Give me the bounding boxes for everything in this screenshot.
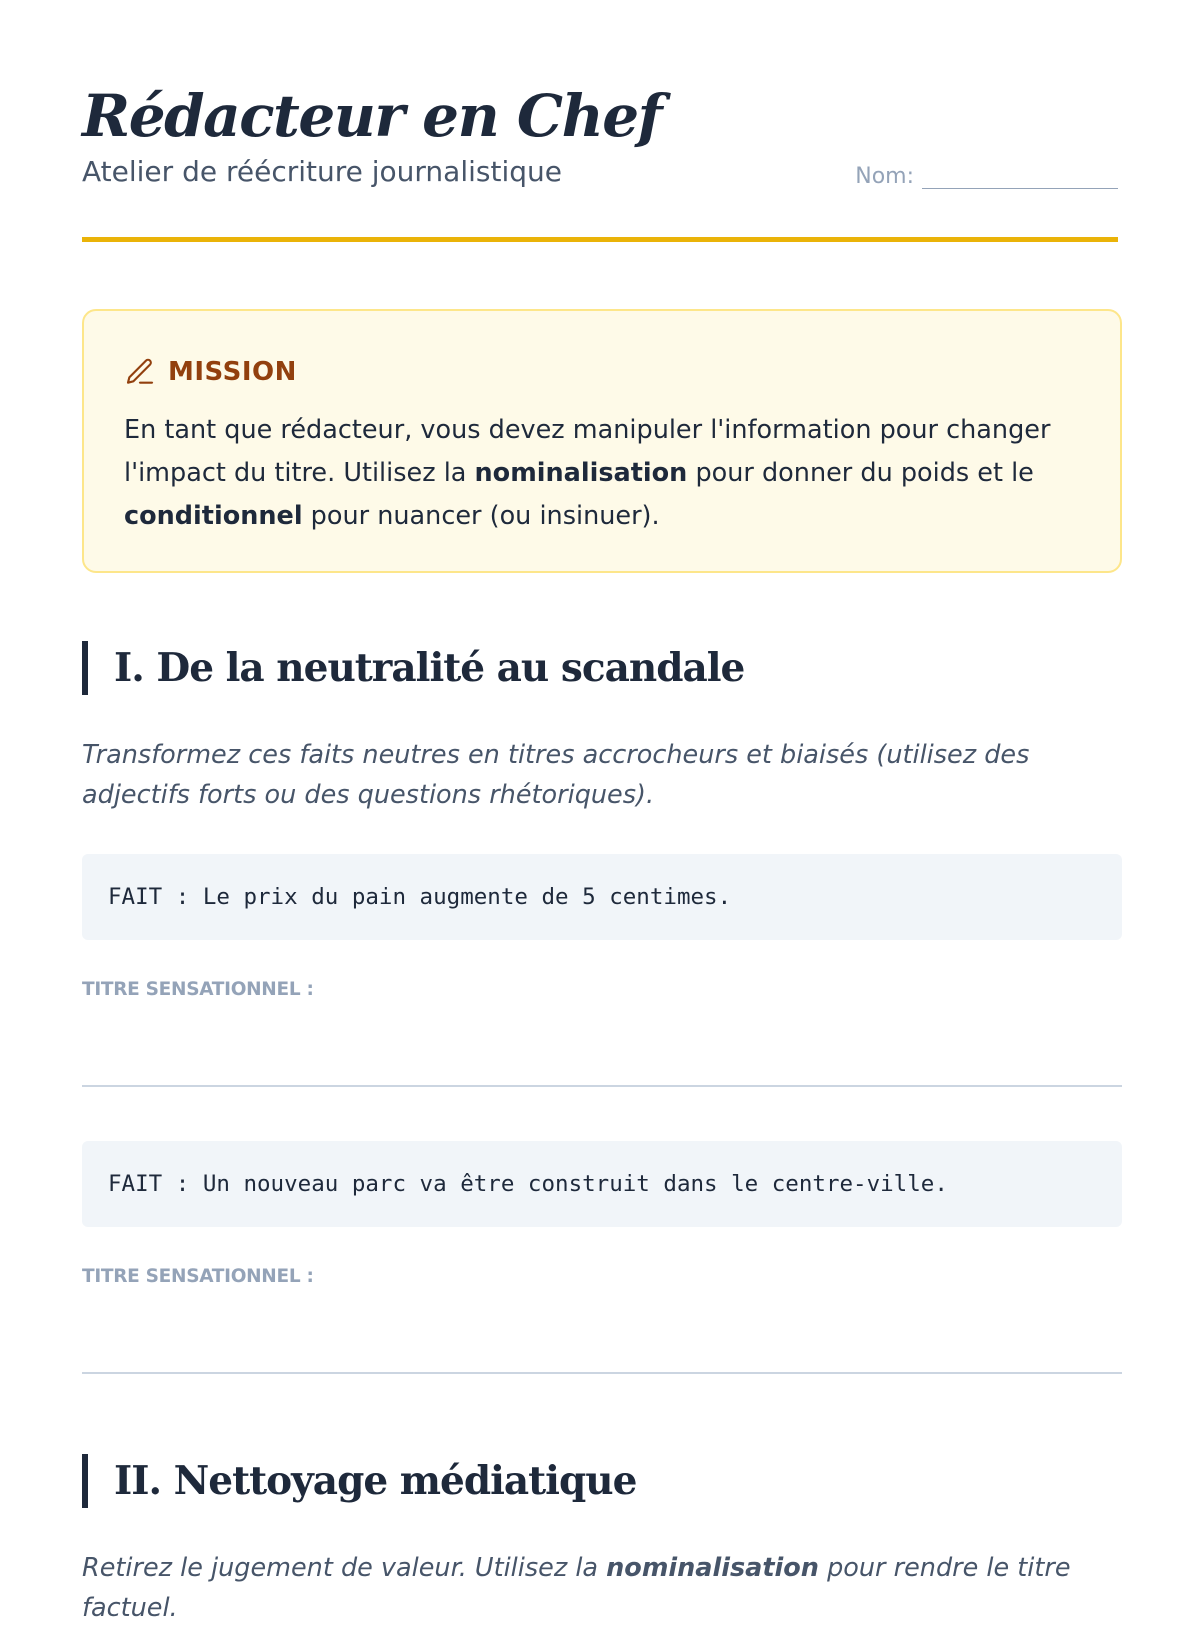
mission-text-part: pour nuancer (ou insinuer). — [302, 501, 660, 531]
mission-header — [124, 355, 1080, 389]
instructions-text-part: Retirez le jugement de valeur. Utilisez la — [82, 1553, 607, 1583]
page-header — [82, 0, 1118, 242]
answer-line[interactable] — [82, 1085, 1122, 1087]
page-subtitle: Atelier de réécriture journalistique — [82, 155, 562, 188]
mission-label: MISSION — [168, 357, 297, 387]
mission-text-part: pour donner du poids et le — [687, 458, 1034, 488]
answer-label: TITRE SENSATIONNEL : — [82, 979, 314, 1000]
section-2-instructions — [82, 1548, 1122, 1628]
answer-label: TITRE SENSATIONNEL : — [82, 1266, 314, 1287]
name-field — [855, 164, 1118, 189]
mission-box — [82, 309, 1122, 573]
fact-box: FAIT : Un nouveau parc va être construit dans le centre-ville. — [82, 1141, 1122, 1227]
page-title: Rédacteur en Chef — [82, 82, 662, 150]
section-2-title: II. Nettoyage médiatique — [82, 1454, 636, 1508]
instructions-text-part: pour rendre le titre factuel. — [82, 1553, 1071, 1623]
answer-line[interactable] — [82, 1372, 1122, 1374]
mission-text — [124, 409, 1080, 538]
mission-text-part: En tant que rédacteur, vous devez manipuler l'information pour changer l'impact du titre. Utilisez la — [124, 415, 1051, 488]
section-1-title: I. De la neutralité au scandale — [82, 641, 744, 695]
section-1-instructions: Transformez ces faits neutres en titres accrocheurs et biaisés (utilisez des adjectifs forts ou des questions rhétoriques). — [82, 740, 1030, 810]
name-label: Nom: — [855, 164, 914, 189]
fact-box: FAIT : Le prix du pain augmente de 5 centimes. — [82, 854, 1122, 940]
mission-keyword-conditionnel: conditionnel — [124, 501, 303, 531]
mission-keyword-nominalisation: nominalisation — [474, 458, 688, 488]
instructions-keyword: nominalisation — [606, 1553, 819, 1583]
pencil-icon — [124, 356, 156, 388]
name-input-line[interactable] — [922, 165, 1118, 189]
